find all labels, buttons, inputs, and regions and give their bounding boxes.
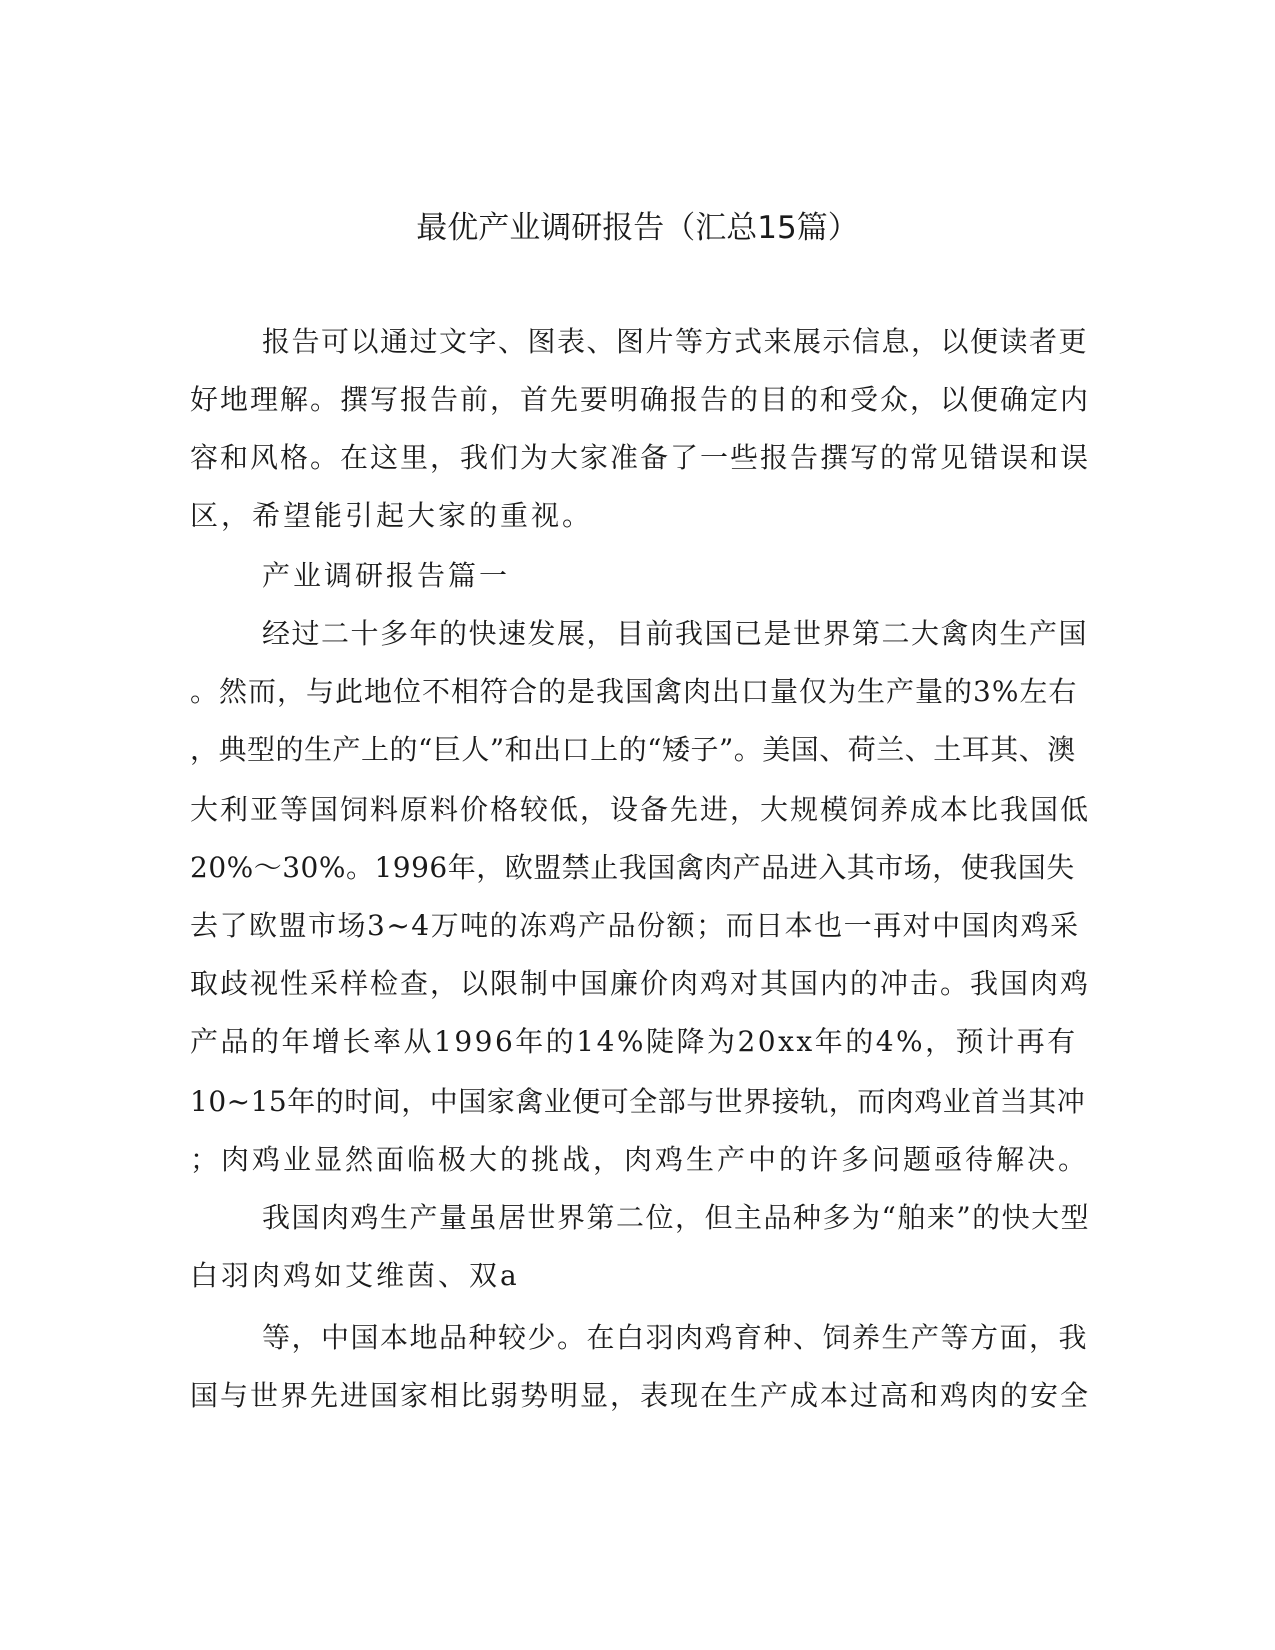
document-title: 最优产业调研报告（汇总15篇）	[416, 210, 859, 246]
text-line: 区，希望能引起大家的重视。	[190, 499, 594, 532]
text-line: 容和风格。在这里，我们为大家准备了一些报告撰写的常见错误和误	[190, 441, 1091, 474]
text-line: 20%～30%。1996年，欧盟禁止我国禽肉产品进入其市场，使我国失	[190, 851, 1075, 884]
text-line: 我国肉鸡生产量虽居世界第二位，但主品种多为“舶来”的快大型	[262, 1201, 1091, 1234]
text-line: 等，中国本地品种较少。在白羽肉鸡育种、饲养生产等方面，我	[262, 1321, 1089, 1354]
section-heading: 产业调研报告篇一	[262, 559, 511, 592]
text-line: 10~15年的时间，中国家禽业便可全部与世界接轨，而肉鸡业首当其冲	[190, 1085, 1086, 1118]
text-line: 大利亚等国饲料原料价格较低，设备先进，大规模饲养成本比我国低	[190, 793, 1091, 826]
text-line: 。然而，与此地位不相符合的是我国禽肉出口量仅为生产量的3%左右	[190, 675, 1078, 708]
text-line: 好地理解。撰写报告前，首先要明确报告的目的和受众，以便确定内	[190, 383, 1091, 416]
text-line: 产品的年增长率从1996年的14%陡降为20xx年的4%，预计再有	[190, 1025, 1078, 1058]
text-line: 取歧视性采样检查，以限制中国廉价肉鸡对其国内的冲击。我国肉鸡	[190, 967, 1091, 1000]
text-line: ，典型的生产上的“巨人”和出口上的“矮子”。美国、荷兰、土耳其、澳	[190, 733, 1076, 766]
text-line: 国与世界先进国家相比弱势明显，表现在生产成本过高和鸡肉的安全	[190, 1379, 1091, 1412]
text-line: ；肉鸡业显然面临极大的挑战，肉鸡生产中的许多问题亟待解决。	[190, 1143, 1090, 1176]
text-line: 报告可以通过文字、图表、图片等方式来展示信息，以便读者更	[262, 325, 1089, 358]
text-line: 经过二十多年的快速发展，目前我国已是世界第二大禽肉生产国	[262, 617, 1089, 650]
text-line: 白羽肉鸡如艾维茵、双a	[190, 1259, 520, 1292]
text-line: 去了欧盟市场3~4万吨的冻鸡产品份额；而日本也一再对中国肉鸡采	[190, 909, 1080, 942]
